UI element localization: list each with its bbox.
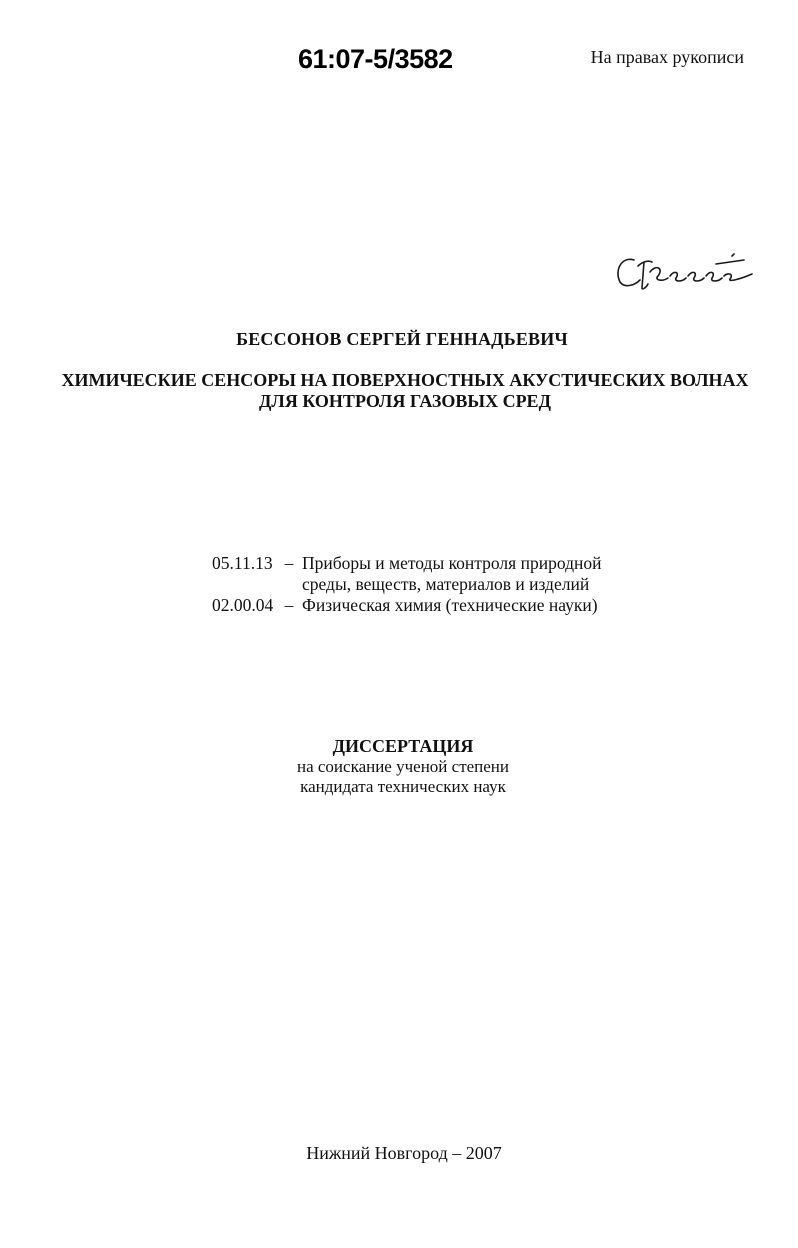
specialty-description-line: Приборы и методы контроля природной — [302, 553, 602, 573]
place-and-year: Нижний Новгород – 2007 — [306, 1143, 502, 1163]
rights-note: На правах рукописи — [590, 47, 744, 67]
specialty-row — [212, 595, 602, 616]
specialty-code: 05.11.13 — [212, 553, 273, 573]
specialty-dash: – — [284, 595, 294, 615]
degree-block — [0, 735, 798, 797]
degree-type: ДИССЕРТАЦИЯ — [332, 736, 474, 756]
title-line: ХИМИЧЕСКИЕ СЕНСОРЫ НА ПОВЕРХНОСТНЫХ АКУСТИЧЕСКИХ ВОЛНАХ — [61, 370, 749, 390]
specialty-dash: – — [284, 553, 294, 573]
specialty-code: 02.00.04 — [212, 595, 274, 615]
registry-code: 61:07-5/3582 — [298, 44, 453, 74]
specialty-description — [302, 553, 602, 595]
specialty-list — [212, 553, 602, 616]
degree-line-2: кандидата технических наук — [300, 777, 506, 796]
handwritten-signature-icon — [612, 246, 758, 292]
specialty-description-line: Физическая химия (технические науки) — [302, 595, 598, 615]
author-name: БЕССОНОВ СЕРГЕЙ ГЕННАДЬЕВИЧ — [236, 329, 568, 349]
degree-line-1: на соискание ученой степени — [296, 757, 510, 776]
title-line: ДЛЯ КОНТРОЛЯ ГАЗОВЫХ СРЕД — [259, 391, 551, 411]
specialty-description — [302, 595, 602, 616]
dissertation-title — [40, 370, 758, 412]
specialty-row — [212, 553, 602, 595]
specialty-description-line: среды, веществ, материалов и изделий — [302, 574, 590, 594]
